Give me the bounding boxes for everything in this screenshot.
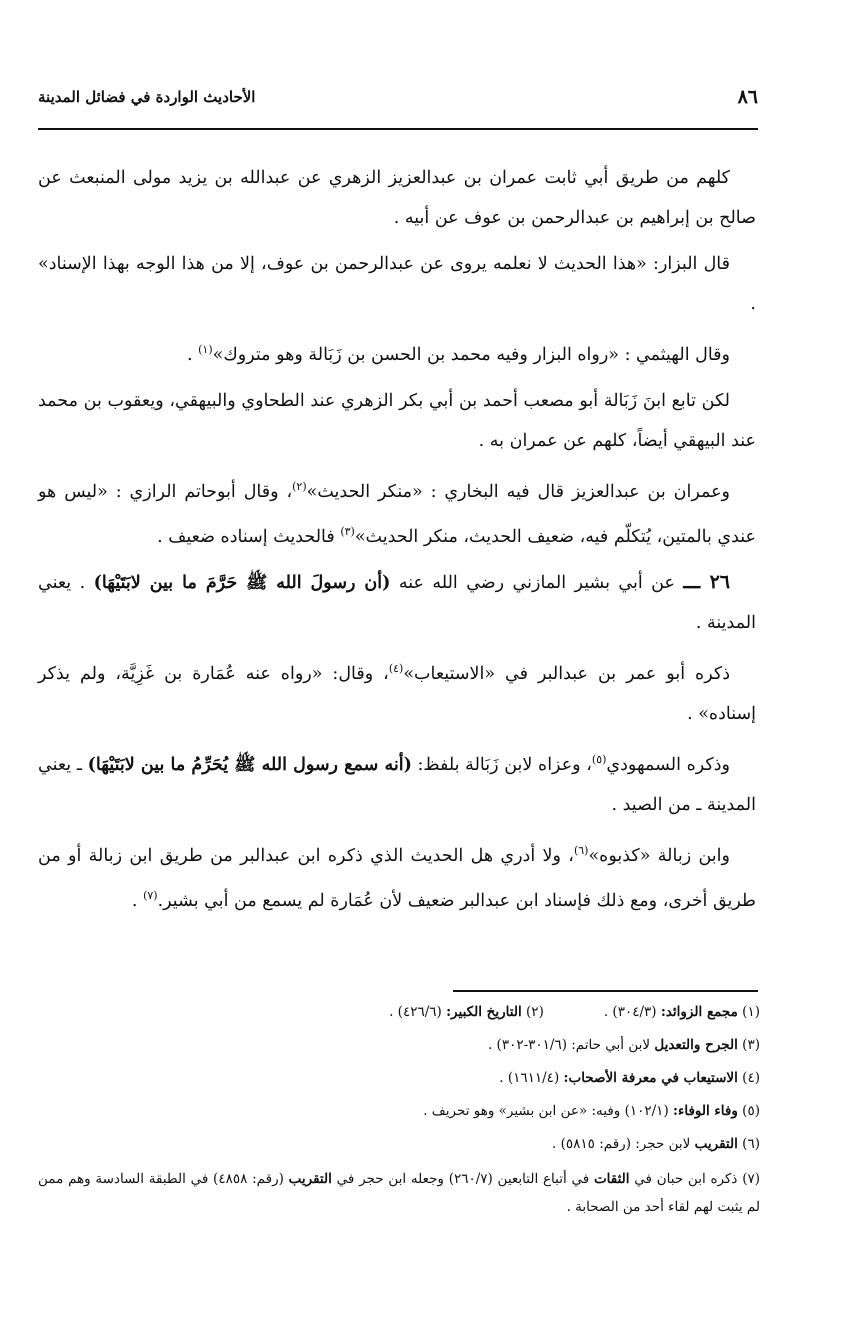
- footnote-2-ref: (٤٢٦/٦) .: [389, 1004, 447, 1020]
- footnote-5-title: وفاء الوفاء:: [673, 1103, 738, 1119]
- footnote-6-rest: لابن حجر: (رقم: ٥٨١٥) .: [552, 1136, 695, 1152]
- footnote-3: [38, 1029, 760, 1062]
- paragraph-8: [38, 740, 756, 825]
- paragraph-9-part-b: ، ولا أدري هل الحديث الذي ذكره ابن عبدالبر من طريق ابن زبالة أو من طريق أخرى، ومع ذلك فإسناد ابن عبدالبر ضعيف لأن عُمَارة لم يسمع من أبي بشير.: [38, 845, 756, 911]
- paragraph-2: قال البزار: «هذا الحديث لا نعلمه يروى عن عبدالرحمن بن عوف، إلا من هذا الوجه بهذا الإسناد» .: [38, 254, 756, 314]
- paragraph-8-part-c: ـ يعني المدينة ـ من الصيد .: [38, 755, 756, 816]
- footnote-2-number: (٢): [526, 1004, 544, 1020]
- paragraph-8-part-b: ، وعزاه لابن زَبَالة بلفظ:: [411, 755, 592, 776]
- footnote-5: [38, 1095, 760, 1128]
- hadith-end: . يعني المدينة .: [38, 573, 756, 634]
- paragraph-3-text: وقال الهيثمي : «رواه البزار وفيه محمد بن الحسن بن زَبَالة وهو متروك»: [212, 344, 730, 365]
- main-text: [38, 158, 756, 927]
- footnote-5-number: (٥): [742, 1103, 760, 1119]
- footnote-ref-3: (٣): [340, 524, 355, 538]
- paragraph-7: [38, 649, 756, 734]
- paragraph-8-hadith: (أنه سمع رسول الله ﷺ يُحَرِّمُ ما بين لابَتَيْهَا): [87, 755, 412, 776]
- footnote-7-number: (٧): [742, 1171, 761, 1187]
- footnote-1-ref: (٣٠٤/٣) .: [603, 1004, 661, 1020]
- footnote-4-number: (٤): [742, 1070, 760, 1086]
- footnote-4-rest: (١٦١١/٤) .: [499, 1070, 564, 1086]
- header-rule: [38, 128, 758, 130]
- footnote-7-part-c: (رقم: ٤٨٥٨) في الطبقة السادسة وهم ممن لم يثبت لهم لقاء أحد من الصحابة .: [38, 1171, 760, 1215]
- footnote-1-title: مجمع الزوائد:: [660, 1004, 738, 1020]
- footnote-2: [389, 996, 544, 1029]
- footnote-7-part-b: في أتباع التابعين (٢٦٠/٧) وجعله ابن حجر في: [331, 1171, 594, 1187]
- paragraph-5-part-a: وعمران بن عبدالعزيز قال فيه البخاري : «منكر الحديث»: [306, 481, 730, 502]
- footnote-7-title-1: الثقات: [593, 1171, 630, 1187]
- page-header: [38, 84, 816, 118]
- footnote-3-rest: لابن أبي حاتم: (٣٠١/٦-٣٠٢) .: [487, 1037, 655, 1053]
- paragraph-7-part-a: ذكره أبو عمر بن عبدالبر في «الاستيعاب»: [403, 664, 730, 685]
- hadith-26: [38, 562, 756, 643]
- footnote-7-part-a: ذكره ابن حبان في: [629, 1171, 743, 1187]
- footnote-5-rest: (١٠٢/١) وفيه: «عن ابن بشير» وهو تحريف .: [423, 1103, 673, 1119]
- hadith-number: ٢٦ ـــ: [683, 571, 730, 594]
- paragraph-9-end: .: [131, 890, 144, 911]
- footnote-3-number: (٣): [742, 1037, 760, 1053]
- footnote-1-number: (١): [742, 1004, 760, 1020]
- footnote-6: [38, 1128, 760, 1161]
- footnote-1: [604, 996, 760, 1029]
- running-title: الأحاديث الواردة في فضائل المدينة: [38, 88, 256, 106]
- footnote-6-title: التقريب: [694, 1136, 738, 1152]
- footnote-ref-7: (٧): [143, 888, 158, 902]
- paragraph-5-part-b: ، وقال أبوحاتم الرازي : «ليس هو عندي بالمتين، يُتكلّم فيه، ضعيف الحديث، منكر الحديث»: [38, 481, 756, 547]
- footnote-ref-6: (٦): [573, 844, 589, 858]
- paragraph-9: [38, 831, 756, 921]
- footnotes: [38, 996, 760, 1221]
- paragraph-3-end: .: [186, 344, 199, 365]
- paragraph-5: [38, 467, 756, 557]
- footnote-6-number: (٦): [742, 1136, 760, 1152]
- page-number: ٨٦: [737, 86, 758, 108]
- footnote-2-title: التاريخ الكبير:: [446, 1004, 522, 1020]
- paragraph-8-part-a: وذكره السمهودي: [606, 755, 730, 776]
- footnote-3-title: الجرح والتعديل: [654, 1037, 738, 1053]
- hadith-text: (أن رسولَ الله ﷺ حَرَّمَ ما بين لابَتَيْهَا): [93, 573, 391, 594]
- footnote-7: [38, 1165, 760, 1221]
- paragraph-4: لكن تابع ابنَ زَبَالة أبو مصعب أحمد بن أبي بكر الزهري عند الطحاوي والبيهقي، ويعقوب بن محمد عند البيهقي أيضاً، كلهم عن عمران به .: [38, 390, 756, 451]
- footnote-7-title-2: التقريب: [288, 1171, 332, 1187]
- hadith-intro: عن أبي بشير المازني رضي الله عنه: [390, 573, 684, 594]
- footnote-ref-2: (٢): [292, 479, 307, 493]
- paragraph-1: كلهم من طريق أبي ثابت عمران بن عبدالعزيز الزهري عن عبدالله بن يزيد مولى المنبعث عن صالح بن إبراهيم بن عبدالرحمن بن عوف عن أبيه .: [38, 168, 756, 228]
- paragraph-5-part-c: فالحديث إسناده ضعيف .: [157, 526, 341, 547]
- footnote-ref-5: (٥): [591, 753, 607, 767]
- paragraph-7-part-b: ، وقال: «رواه عنه عُمَارة بن غَزِيَّة، ولم يذكر إسناده» .: [38, 664, 756, 725]
- footnote-4-title: الاستيعاب في معرفة الأصحاب:: [563, 1070, 738, 1086]
- footnote-separator: [453, 990, 758, 992]
- paragraph-9-part-a: وابن زبالة «كذبوه»: [588, 845, 730, 866]
- footnote-4: [38, 1062, 760, 1095]
- footnote-row-1-2: [38, 996, 760, 1029]
- footnote-ref-4: (٤): [388, 662, 404, 676]
- footnote-ref-1: (١): [198, 343, 213, 356]
- paragraph-3: [38, 330, 756, 375]
